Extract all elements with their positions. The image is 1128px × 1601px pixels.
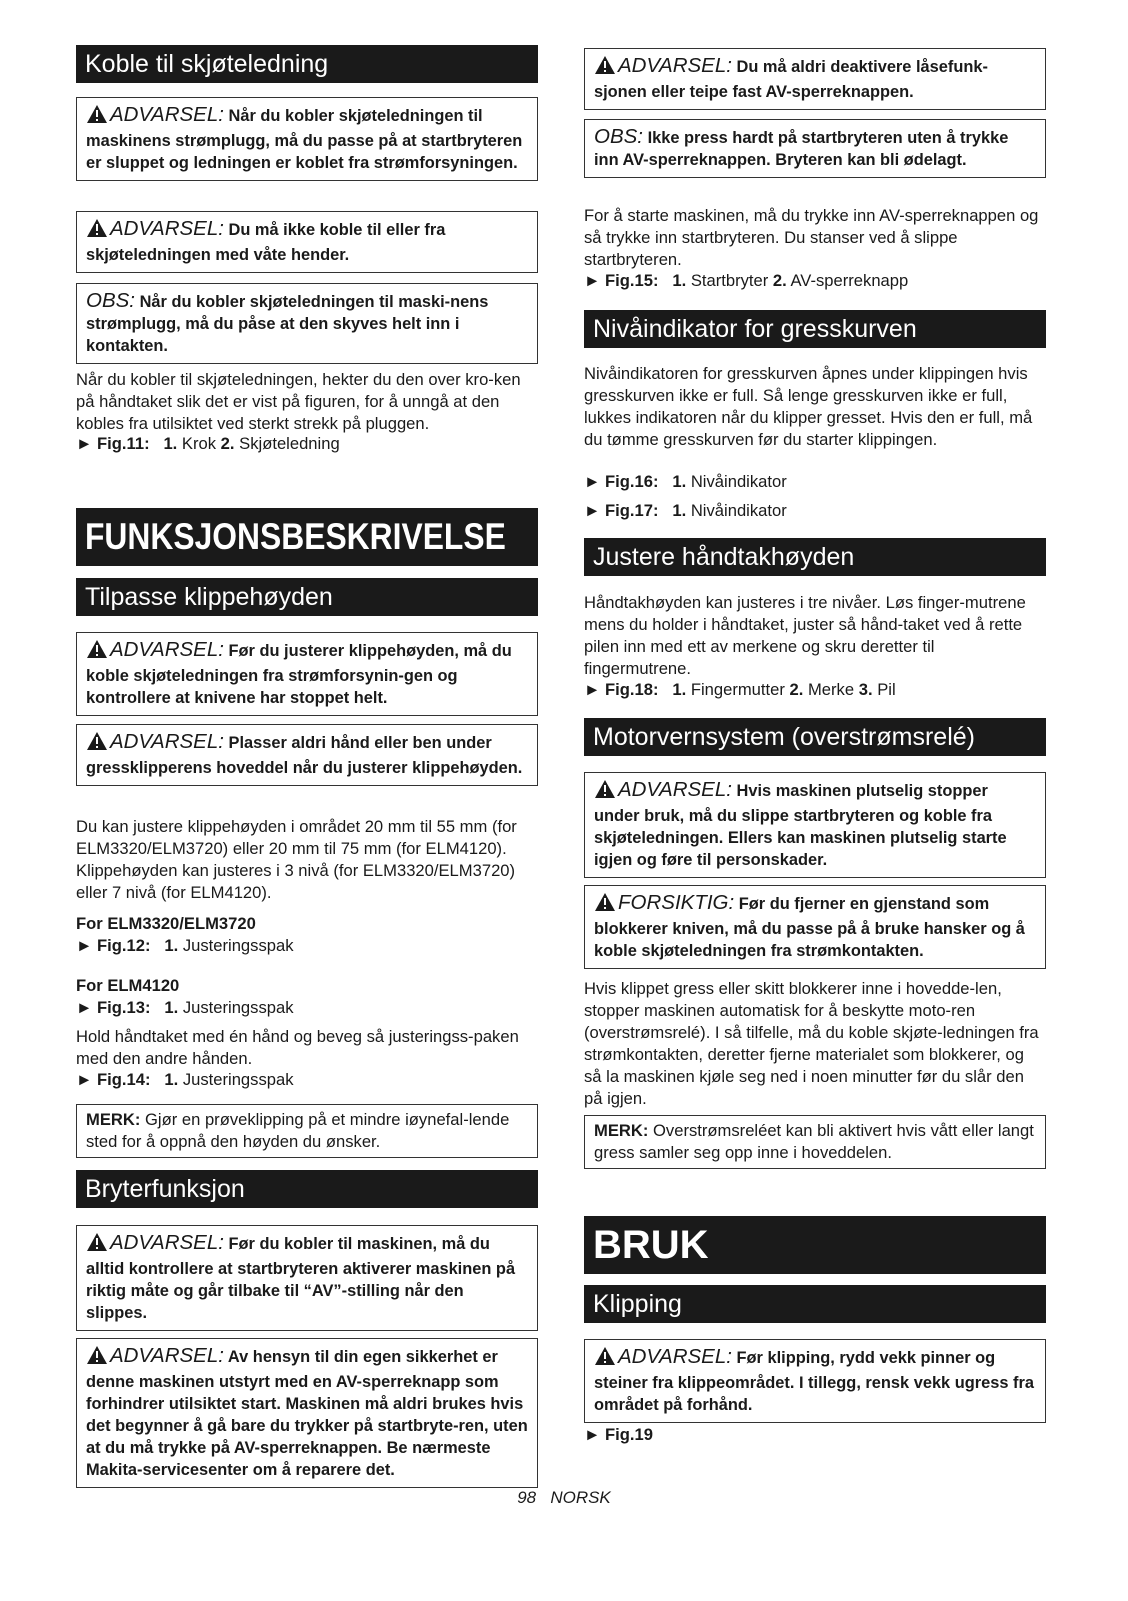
warning-triangle-icon xyxy=(86,104,108,130)
fig-ref-11: ► Fig.11: 1. Krok 2. Skjøteledning xyxy=(76,434,340,453)
fig-ref-12: ► Fig.12: 1. Justeringsspak xyxy=(76,936,294,955)
note-box-2: MERK: Overstrømsreléet kan bli aktivert hvis vått eller langt gress samler seg opp inne i hoveddelen. xyxy=(584,1115,1046,1169)
fig-ref-14: ► Fig.14: 1. Justeringsspak xyxy=(76,1070,294,1089)
paragraph-level-indicator: Nivåindikatoren for gresskurven åpnes under klippingen hvis gresskurven ikke er full. Så lenge gresskurven ikke er full, lukkes indikatoren når du klipper gresset. Hvis den er full, må du tømme gresskurven før du starter klippingen. xyxy=(584,364,1033,449)
section-title-motor-protection: Motorvernsystem (overstrømsrelé) xyxy=(584,718,1046,756)
warning-box-7: ADVARSEL: Du må aldri deaktivere låsefunk-sjonen eller teipe fast AV-sperreknappen. xyxy=(584,48,1046,110)
model-subheading-2: For ELM4120 xyxy=(76,976,180,995)
warning-box-2: ADVARSEL: Du må ikke koble til eller fra skjøteledningen med våte hender. xyxy=(76,211,538,273)
section-title-level-indicator: Nivåindikator for gresskurven xyxy=(584,310,1046,348)
warning-triangle-icon xyxy=(86,1345,108,1371)
chapter-title-use: BRUK xyxy=(584,1216,1046,1274)
chapter-title-function: FUNKSJONSBESKRIVELSE xyxy=(76,508,538,566)
warning-triangle-icon xyxy=(594,1346,616,1372)
page-number: 98 xyxy=(517,1488,537,1507)
warning-triangle-icon xyxy=(86,639,108,665)
footer-language: NORSK xyxy=(550,1488,611,1507)
fig-ref-16: ► Fig.16: 1. Nivåindikator xyxy=(584,472,787,491)
paragraph-extension-hook: Når du kobler til skjøteledningen, hekter du den over kro-ken på håndtaket slik det er vist på figuren, for å unngå at den kobles fra utilsiktet ved sterkt strekk på pluggen. xyxy=(76,370,521,433)
warning-box-1: ADVARSEL: Når du kobler skjøteledningen til maskinens strømplugg, må du passe på at startbryteren er sluppet og ledningen er koblet fra strømforsyningen. xyxy=(76,97,538,181)
fig-ref-17: ► Fig.17: 1. Nivåindikator xyxy=(584,501,787,520)
model-subheading-1: For ELM3320/ELM3720 xyxy=(76,914,256,933)
paragraph-height-range: Du kan justere klippehøyden i området 20 mm til 55 mm (for ELM3320/ELM3720) eller 20 mm til 75 mm (for ELM4120). Klippehøyden kan justeres i 3 nivå (for ELM3320/ELM3720) eller 7 nivå (for ELM4120). xyxy=(76,817,517,902)
section-title-mowing: Klipping xyxy=(584,1285,1046,1323)
warning-box-5: ADVARSEL: Før du kobler til maskinen, må du alltid kontrollere at startbryteren aktiverer maskinen på riktig måte og går tilbake til “AV”-stilling når den slippes. xyxy=(76,1225,538,1331)
note-box-1: MERK: Gjør en prøveklipping på et mindre iøynefal-lende sted for å oppnå den høyden du ønsker. xyxy=(76,1104,538,1158)
warning-box-3: ADVARSEL: Før du justerer klippehøyden, må du koble skjøteledningen fra strømforsynin-gen og kontrollere at knivene har stoppet helt. xyxy=(76,632,538,716)
caution-box-1: FORSIKTIG: Før du fjerner en gjenstand som blokkerer kniven, må du passe på å bruke hansker og å koble skjøteledningen fra strømkontakten. xyxy=(584,885,1046,969)
notice-box-2: OBS: Ikke press hardt på startbryteren uten å trykke inn AV-sperreknappen. Bryteren kan bli ødelagt. xyxy=(584,119,1046,178)
warning-box-6: ADVARSEL: Av hensyn til din egen sikkerhet er denne maskinen utstyrt med en AV-sperreknapp som forhindrer utilsiktet start. Maskinen må aldri brukes hvis det begynner å gå bare du trykker på startbryte-ren, uten at du må trykke på AV-sperreknappen. Be nærmeste Makita-servicesenter om å reparere det. xyxy=(76,1338,538,1488)
section-title-extension-cord: Koble til skjøteledning xyxy=(76,45,538,83)
paragraph-start-machine: For å starte maskinen, må du trykke inn AV-sperreknappen og så trykke inn startbryteren. Du stanser ved å slippe startbryteren. xyxy=(584,206,1039,269)
warning-box-8: ADVARSEL: Hvis maskinen plutselig stopper under bruk, må du slippe startbryteren og koble fra skjøteledningen. Ellers kan maskinen plutselig starte igjen og føre til personskader. xyxy=(584,772,1046,878)
warning-triangle-icon xyxy=(86,1232,108,1258)
fig-ref-18: ► Fig.18: 1. Fingermutter 2. Merke 3. Pil xyxy=(584,680,896,699)
fig-ref-19: ► Fig.19 xyxy=(584,1425,653,1444)
warning-triangle-icon xyxy=(594,55,616,81)
warning-triangle-icon xyxy=(86,731,108,757)
warning-triangle-icon xyxy=(86,218,108,244)
section-title-switch: Bryterfunksjon xyxy=(76,1170,538,1208)
warning-box-4: ADVARSEL: Plasser aldri hånd eller ben under gressklipperens hoveddel når du justerer klippehøyden. xyxy=(76,724,538,786)
page-footer xyxy=(0,1488,1128,1508)
notice-box-1: OBS: Når du kobler skjøteledningen til maski-nens strømplugg, må du påse at den skyves helt inn i kontakten. xyxy=(76,283,538,364)
warning-triangle-icon xyxy=(594,779,616,805)
fig-ref-13: ► Fig.13: 1. Justeringsspak xyxy=(76,998,294,1017)
section-title-handle-height: Justere håndtakhøyden xyxy=(584,538,1046,576)
warning-triangle-icon xyxy=(594,892,616,918)
warning-box-9: ADVARSEL: Før klipping, rydd vekk pinner og steiner fra klippeområdet. I tillegg, rensk vekk ugress fra området på forhånd. xyxy=(584,1339,1046,1423)
paragraph-handle-height: Håndtakhøyden kan justeres i tre nivåer. Løs finger-mutrene mens du holder i håndtaket, juster så hånd-taket ved å rette pilen inn med ett av merkene og skru deretter til fingermutrene. xyxy=(584,593,1026,678)
paragraph-overcurrent: Hvis klippet gress eller skitt blokkerer inne i hovedde-len, stopper maskinen automatisk for å beskytte moto-ren (overstrømsrelé). I så tilfelle, må du koble skjøte-ledningen fra strømkontakten, deretter fjerne materialet som blokkerer, og så la maskinen kjøle seg ned i noen minutter før du slår den på igjen. xyxy=(584,979,1039,1108)
fig-ref-15: ► Fig.15: 1. Startbryter 2. AV-sperreknapp xyxy=(584,271,909,290)
section-title-cutting-height: Tilpasse klippehøyden xyxy=(76,578,538,616)
paragraph-hold-handle: Hold håndtaket med én hånd og beveg så justeringss-paken med den andre hånden. xyxy=(76,1027,519,1068)
